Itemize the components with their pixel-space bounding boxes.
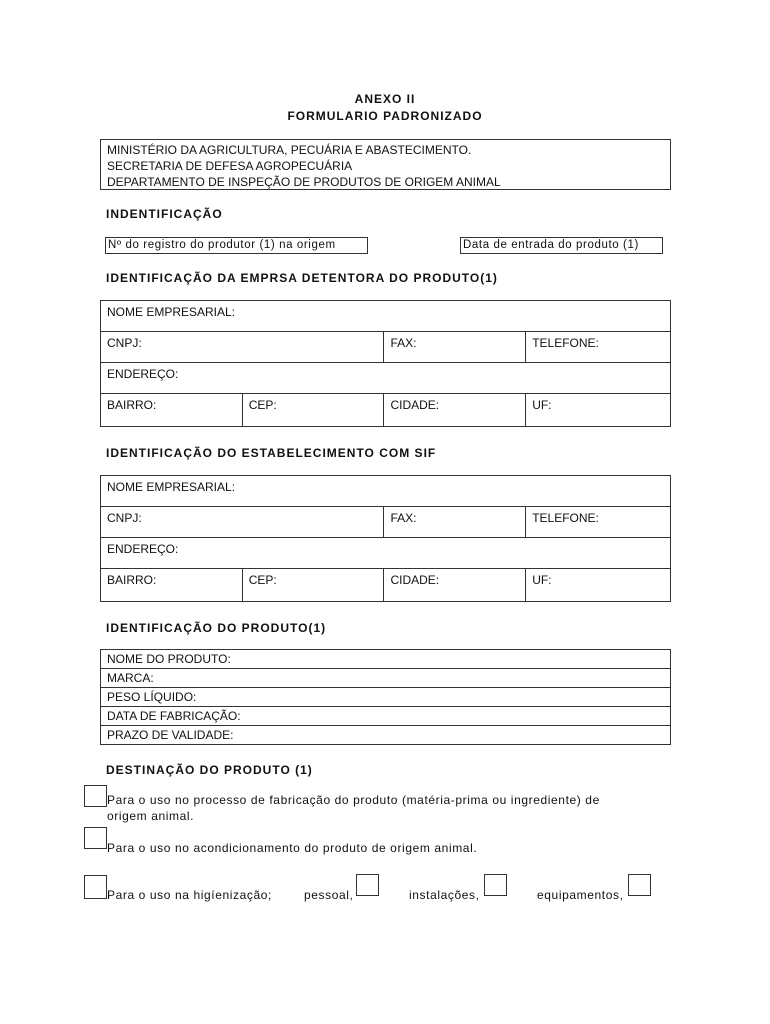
identificacao-heading: INDENTIFICAÇÃO [106, 207, 223, 221]
checkbox-higienizacao[interactable] [84, 875, 107, 899]
option-instalacoes-label: instalações, [409, 888, 480, 902]
option-pessoal-label: pessoal, [304, 888, 354, 902]
doc-title-form: FORMULARIO PADRONIZADO [287, 109, 483, 123]
empresa-table [100, 300, 671, 427]
checkbox-materia-prima[interactable] [84, 785, 107, 807]
doc-title-annex: ANEXO II [354, 92, 416, 106]
estabelecimento-telefone-field[interactable]: TELEFONE: [526, 507, 671, 538]
estabelecimento-uf-field[interactable]: UF: [526, 569, 671, 602]
estabelecimento-bairro-field[interactable]: BAIRRO: [101, 569, 243, 602]
checkbox-pessoal[interactable] [356, 874, 379, 896]
option-materia-prima-line1: Para o uso no processo de fabricação do produto (matéria-prima ou ingrediente) de [107, 793, 600, 807]
empresa-telefone-field[interactable]: TELEFONE: [526, 332, 671, 363]
data-entrada-field[interactable]: Data de entrada do produto (1) [460, 237, 663, 254]
produto-prazo-validade-field[interactable]: PRAZO DE VALIDADE: [100, 725, 671, 745]
produto-heading: IDENTIFICAÇÃO DO PRODUTO(1) [106, 621, 327, 635]
option-equipamentos-label: equipamentos, [537, 888, 624, 902]
checkbox-instalacoes[interactable] [484, 874, 507, 896]
estabelecimento-endereco-field[interactable]: ENDEREÇO: [101, 538, 671, 569]
option-materia-prima-line2: origem animal. [107, 809, 195, 823]
empresa-endereco-field[interactable]: ENDEREÇO: [101, 363, 671, 394]
empresa-uf-field[interactable]: UF: [526, 394, 671, 427]
estabelecimento-cep-field[interactable]: CEP: [242, 569, 384, 602]
ministry-box [100, 139, 671, 190]
empresa-cnpj-field[interactable]: CNPJ: [101, 332, 384, 363]
produto-data-fabricacao-field[interactable]: DATA DE FABRICAÇÃO: [100, 706, 671, 725]
checkbox-equipamentos[interactable] [628, 874, 651, 896]
ministry-line: MINISTÉRIO DA AGRICULTURA, PECUÁRIA E ABASTECIMENTO. [107, 143, 472, 157]
option-higienizacao: Para o uso na higíenização; [107, 888, 272, 902]
registro-produtor-field[interactable]: Nº do registro do produtor (1) na origem [105, 237, 368, 254]
empresa-fax-field[interactable]: FAX: [384, 332, 526, 363]
empresa-bairro-field[interactable]: BAIRRO: [101, 394, 243, 427]
estabelecimento-cnpj-field[interactable]: CNPJ: [101, 507, 384, 538]
destinacao-heading: DESTINAÇÃO DO PRODUTO (1) [106, 763, 313, 777]
estabelecimento-table [100, 475, 671, 602]
empresa-cep-field[interactable]: CEP: [242, 394, 384, 427]
empresa-cidade-field[interactable]: CIDADE: [384, 394, 526, 427]
produto-marca-field[interactable]: MARCA: [100, 668, 671, 687]
produto-nome-field[interactable]: NOME DO PRODUTO: [100, 649, 671, 668]
option-acondicionamento: Para o uso no acondicionamento do produto de origem animal. [107, 841, 478, 855]
empresa-nome-field[interactable]: NOME EMPRESARIAL: [101, 301, 671, 332]
secretariat-line: SECRETARIA DE DEFESA AGROPECUÁRIA [107, 159, 353, 173]
estabelecimento-cidade-field[interactable]: CIDADE: [384, 569, 526, 602]
produto-peso-field[interactable]: PESO LÍQUIDO: [100, 687, 671, 706]
department-line: DEPARTAMENTO DE INSPEÇÃO DE PRODUTOS DE ORIGEM ANIMAL [107, 175, 501, 189]
checkbox-acondicionamento[interactable] [84, 827, 107, 849]
estabelecimento-nome-field[interactable]: NOME EMPRESARIAL: [101, 476, 671, 507]
estabelecimento-fax-field[interactable]: FAX: [384, 507, 526, 538]
empresa-heading: IDENTIFICAÇÃO DA EMPRSA DETENTORA DO PRODUTO(1) [106, 271, 498, 285]
estabelecimento-heading: IDENTIFICAÇÃO DO ESTABELECIMENTO COM SIF [106, 446, 437, 460]
